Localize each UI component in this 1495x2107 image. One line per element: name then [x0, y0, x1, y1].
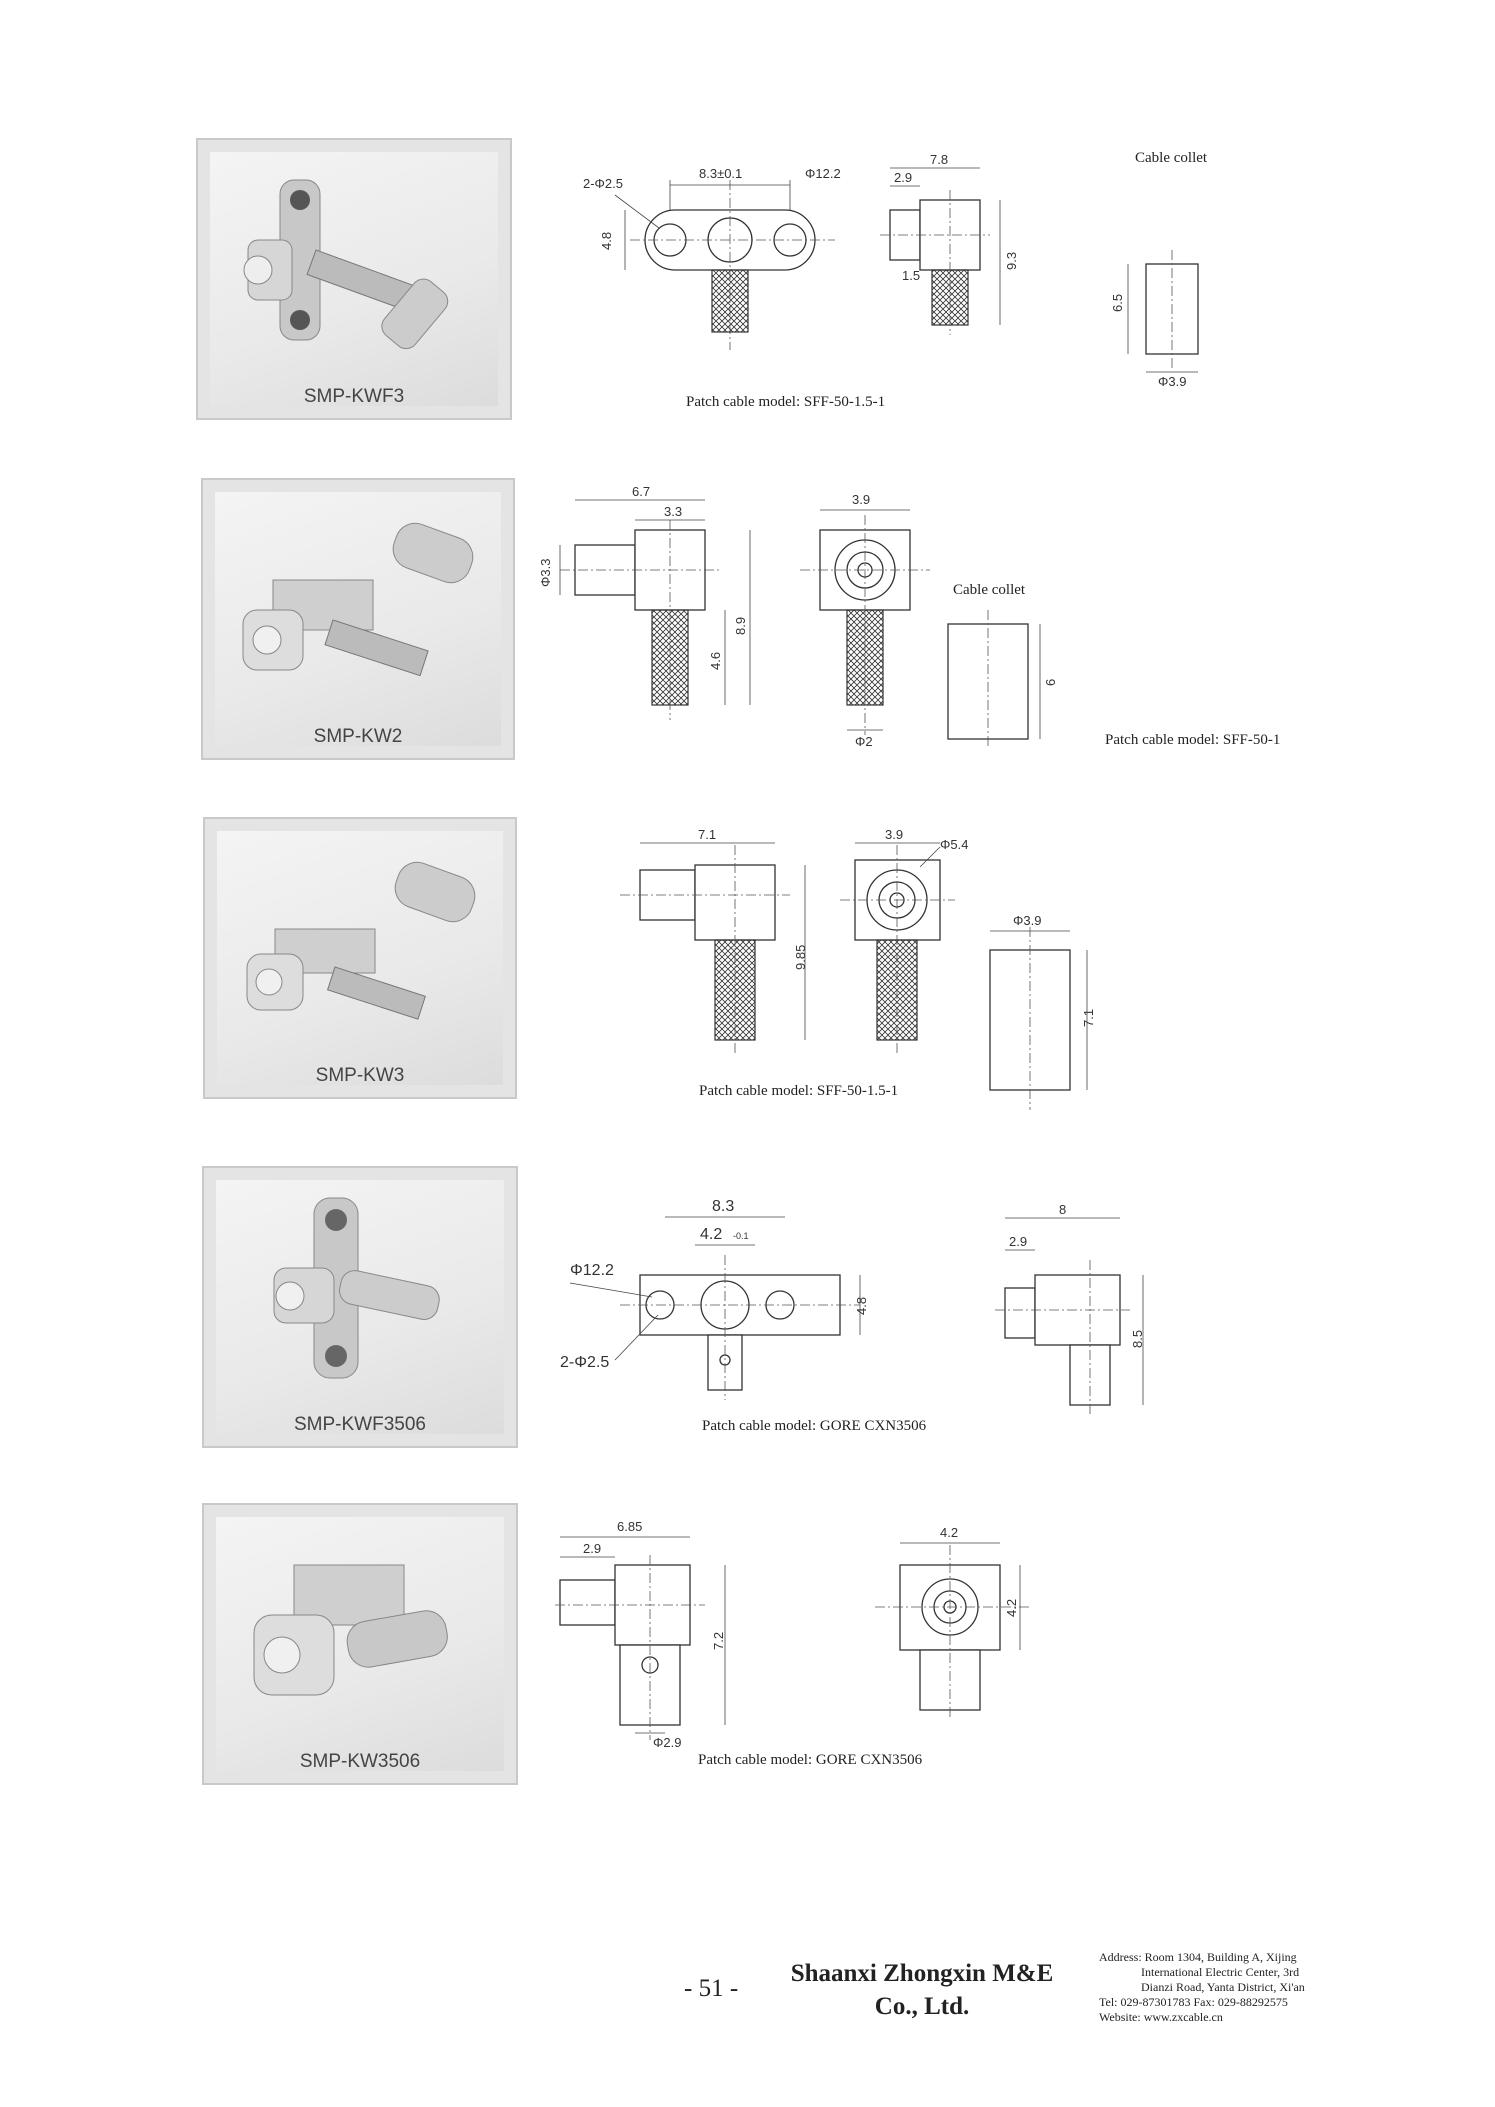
company-name-line2: Co., Ltd.: [874, 1992, 970, 2020]
dim-len: 6.85: [617, 1519, 643, 1534]
page-number: - 51 -: [684, 1975, 739, 2002]
dim-collet-dia: Φ3.9: [1158, 374, 1187, 389]
dim-width-v: 4.2: [1004, 1598, 1019, 1617]
drawing-kw3506-front-view: [870, 1515, 1060, 1735]
drawing-kwf3-collet: [1110, 250, 1220, 400]
dim-step: 2.9: [894, 170, 913, 185]
dim-len: 8: [1059, 1202, 1067, 1217]
dim-height: 8.9: [733, 616, 748, 635]
dim-flange-dia: Φ12.2: [570, 1262, 614, 1279]
dim-width: 4.2: [940, 1525, 959, 1540]
dim-step: 2.9: [1009, 1234, 1028, 1249]
company-address: [1099, 1950, 1339, 2025]
connector-illustration: [234, 1535, 494, 1735]
drawing-kw3-collet: [975, 905, 1115, 1115]
dim-holes: 2-Φ2.5: [583, 176, 624, 191]
dim-collet-h: 7.1: [1081, 1008, 1096, 1027]
drawing-kw2-front-view: [800, 490, 940, 750]
dim-center: 4.2: [700, 1226, 723, 1243]
connector-illustration: [228, 170, 488, 370]
drawing-kw3-side-view: [620, 825, 830, 1065]
dim-collet-h: 6.5: [1110, 293, 1125, 312]
product-photo-smp-kw3506: [202, 1503, 518, 1785]
model-label: SMP-KW2: [313, 726, 403, 747]
dim-step: 2.9: [583, 1541, 602, 1556]
patch-cable-model: Patch cable model: SFF-50-1: [1105, 732, 1281, 748]
dim-width: 3.9: [885, 827, 904, 842]
product-photo-smp-kw2: [201, 478, 515, 760]
dim-height: 7.2: [711, 1631, 726, 1650]
patch-cable-model: Patch cable model: GORE CXN3506: [702, 1418, 927, 1434]
dim-len: 7.8: [930, 152, 949, 167]
dim-center-tol: -0.1: [733, 1231, 749, 1241]
dim-tail-dia: Φ2: [855, 734, 873, 749]
dim-height: 8.5: [1130, 1329, 1145, 1348]
dim-flange-h: 4.8: [599, 231, 614, 250]
dim-pitch: 8.3±0.1: [699, 166, 743, 181]
product-photo-smp-kw3: [203, 817, 517, 1099]
company-name-line1: Shaanxi Zhongxin M&E: [790, 1960, 1054, 1987]
dim-pitch: 8.3: [712, 1198, 735, 1215]
dim-holes: 2-Φ2.5: [560, 1354, 610, 1371]
patch-cable-model: Patch cable model: SFF-50-1.5-1: [686, 394, 886, 410]
drawing-kwf3506-side-view: [995, 1200, 1165, 1420]
patch-cable-model: Patch cable model: GORE CXN3506: [698, 1752, 923, 1768]
drawing-kw2-side-view: [540, 485, 770, 745]
drawing-kwf3506-flange-view: [560, 1195, 880, 1415]
address-line: International Electric Center, 3rd: [1141, 1965, 1300, 1979]
dim-flange-dia: Φ12.2: [805, 166, 841, 181]
model-label: SMP-KW3: [315, 1065, 405, 1086]
drawing-kwf3-side-view: [880, 150, 1060, 350]
dim-tail: 4.6: [708, 651, 723, 670]
patch-cable-model: Patch cable model: SFF-50-1.5-1: [699, 1083, 899, 1099]
dim-flange-h: 4.8: [854, 1296, 869, 1315]
cable-collet-label: Cable collet: [953, 582, 1026, 598]
dim-collet-h: 6: [1043, 678, 1058, 686]
cable-collet-label: Cable collet: [1135, 150, 1208, 166]
connector-illustration: [234, 1188, 494, 1398]
model-label: SMP-KW3506: [299, 1751, 421, 1772]
dim-height: 9.85: [793, 944, 808, 970]
contact-line: Tel: 029-87301783 Fax: 029-88292575: [1099, 1995, 1288, 2009]
address-line: Dianzi Road, Yanta District, Xi'an: [1141, 1980, 1305, 1994]
dim-height: 9.3: [1004, 251, 1019, 270]
model-label: SMP-KWF3: [303, 386, 405, 407]
drawing-kwf3-flange-view: [575, 150, 875, 350]
dim-len: 7.1: [698, 827, 717, 842]
address-line: Address: Room 1304, Building A, Xijing: [1099, 1950, 1297, 1964]
dim-body-dia: Φ5.4: [940, 837, 969, 852]
company-name: [772, 1958, 1072, 2023]
drawing-kw2-collet: [930, 610, 1060, 750]
product-photo-smp-kwf3506: [202, 1166, 518, 1448]
connector-illustration: [235, 849, 495, 1049]
dim-width: 3.9: [852, 492, 871, 507]
connector-illustration: [233, 510, 493, 710]
website-line: Website: www.zxcable.cn: [1099, 2010, 1223, 2024]
dim-pin: 1.5: [902, 268, 921, 283]
dim-len: 6.7: [632, 484, 651, 499]
product-photo-smp-kwf3: [196, 138, 512, 420]
dim-collet-dia: Φ3.9: [1013, 913, 1042, 928]
dim-half: 3.3: [664, 504, 683, 519]
drawing-kw3506-side-view: [555, 1515, 755, 1750]
model-label: SMP-KWF3506: [294, 1414, 426, 1435]
dim-pin-dia: Φ2.9: [653, 1735, 682, 1750]
dim-dia: Φ3.3: [538, 558, 553, 587]
